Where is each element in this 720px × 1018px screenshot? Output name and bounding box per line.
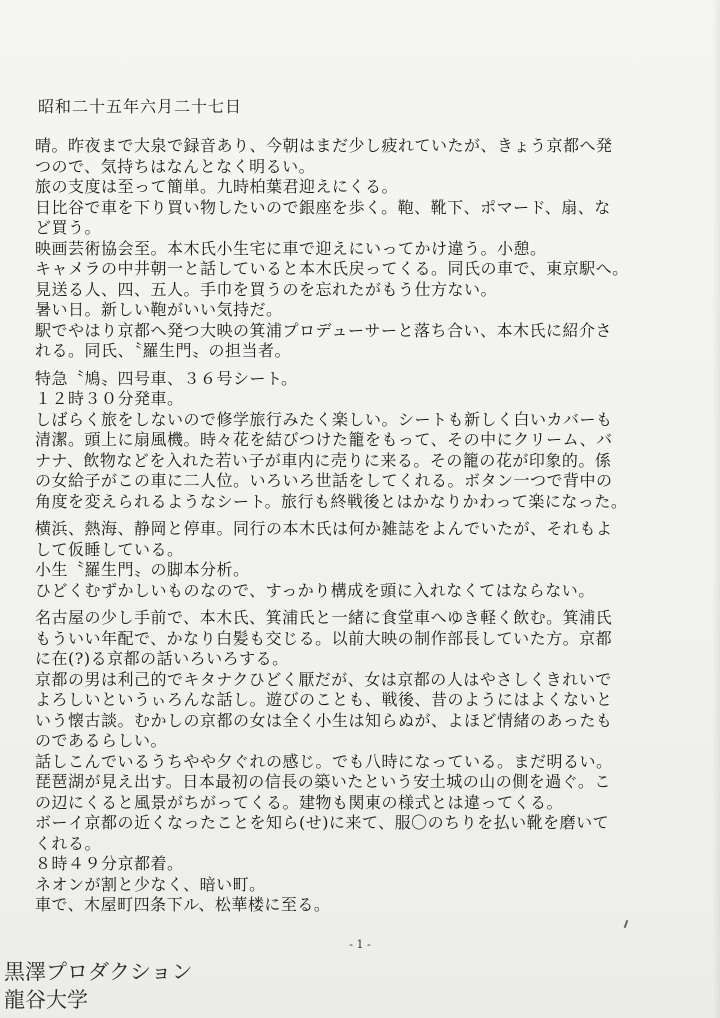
text-line: 車で、木屋町四条下ル、松華楼に至る。	[35, 895, 331, 914]
text-line: 日比谷で車を下り買い物したいので銀座を歩く。鞄、靴下、ポマード、扇、な	[35, 197, 611, 217]
text-line: ネオンが割と少なく、暗い町。	[35, 874, 266, 894]
text-line: の女給子がこの車に二人位。いろいろ世話をしてくれる。ボタン一つで背中の	[35, 471, 613, 490]
text-line: １２時３０分発車。	[35, 389, 184, 408]
text-line: に在(?)る京都の話いろいろする。	[35, 649, 289, 668]
scan-edge	[712, 0, 720, 1018]
text-line: 京都の男は利己的でキタナクひどく厭だが、女は京都の人はやさしくきれいで	[35, 669, 612, 689]
text-line: 清潔。頭上に扇風機。時々花を結びつけた籠をもって、その中にクリーム、バ	[35, 430, 613, 449]
text-line: 名古屋の少し手前で、本木氏、箕浦氏と一緒に食堂車へゆき軽く飲む。箕浦氏	[35, 608, 613, 627]
text-line: 駅でやはり京都へ発つ大映の箕浦プロデューサーと落ち合い、本木氏に紹介さ	[35, 320, 613, 340]
text-line: つので、気持ちはなんとなく明るい。	[35, 156, 316, 176]
text-line: よろしいというぃろんな話し。遊びのことも、戦後、昔のようにはよくないと	[35, 690, 613, 709]
diary-paragraph	[35, 369, 690, 513]
text-line: 小生〝羅生門〟の脚本分析。	[35, 560, 250, 579]
page-number: - 1 -	[349, 938, 371, 951]
text-line: 暑い日。新しい鞄がいい気持だ。	[35, 300, 283, 319]
text-line: 琵琶湖が見え出す。日本最初の信長の築いたという安土城の山の側を過ぐ。こ	[35, 772, 611, 791]
diary-paragraph	[35, 136, 690, 362]
diary-body	[35, 136, 690, 923]
text-line: しばらく旅をしないので修学旅行みたく楽しい。シートも新しく白いカバーも	[35, 409, 613, 429]
text-line: れる。同氏、〝羅生門〟の担当者。	[35, 341, 292, 360]
text-line: 特急〝鳩〟四号車、３６号シート。	[35, 368, 298, 388]
text-line: ８時４９分京都着。	[35, 854, 184, 873]
text-line: 旅の支度は至って簡単。九時柏葉君迎えにくる。	[35, 177, 399, 196]
text-line: ボーイ京都の近くなったことを知ら(せ)に来て、服〇のちりを払い靴を磨いて	[35, 813, 610, 832]
text-line: いう懐古談。むかしの京都の女は全く小生は知らぬが、よほど情緒のあったも	[35, 710, 613, 730]
text-line: 横浜、熱海、静岡と停車。同行の本木氏は何か雑誌をよんでいたが、それもよ	[35, 519, 613, 538]
diary-date: 昭和二十五年六月二十七日	[38, 97, 243, 116]
text-line: の辺にくると風景がちがってくる。建物も関東の様式とは違ってくる。	[35, 792, 564, 812]
text-line: 見送る人、四、五人。手巾を買うのを忘れたがもう仕方ない。	[35, 279, 498, 299]
text-line: のであるらしい。	[35, 731, 168, 750]
credit-production: 黒澤プロダクション	[4, 960, 193, 984]
text-line: キャメラの中井朝一と話していると本木氏戻ってくる。同氏の車で、東京駅へ。	[35, 259, 629, 278]
text-line: もういい年配で、かなり白髪も交じる。以前大映の制作部長していた方。京都	[35, 628, 613, 648]
text-line: くれる。	[35, 833, 102, 853]
diary-paragraph	[35, 608, 690, 916]
text-line: 晴。昨夜まで大泉で録音あり、今朝はまだ少し疲れていたが、きょう京都へ発	[35, 136, 613, 155]
text-line: ど買う。	[35, 218, 102, 237]
text-line: して仮睡している。	[35, 539, 184, 559]
text-line: ひどくむずかしいものなので、すっかり構成を頭に入れなくてはならない。	[35, 580, 595, 600]
text-line: 話しこんでいるうちやや夕ぐれの感じ。でも八時になっている。まだ明るい。	[35, 751, 613, 771]
text-line: 映画芸術協会至。本木氏小生宅に車で迎えにいってかけ違う。小憩。	[35, 238, 547, 258]
diary-paragraph	[35, 519, 690, 601]
credit-block	[4, 958, 193, 1014]
text-line: ナナ、飲物などを入れた若い子が車内に売りに来る。その籠の花が印象的。係	[35, 450, 612, 470]
credit-university: 龍谷大学	[4, 988, 88, 1012]
text-line: 角度を変えられるようなシート。旅行も終戦後とはかなりかわって楽になった。	[35, 491, 628, 511]
